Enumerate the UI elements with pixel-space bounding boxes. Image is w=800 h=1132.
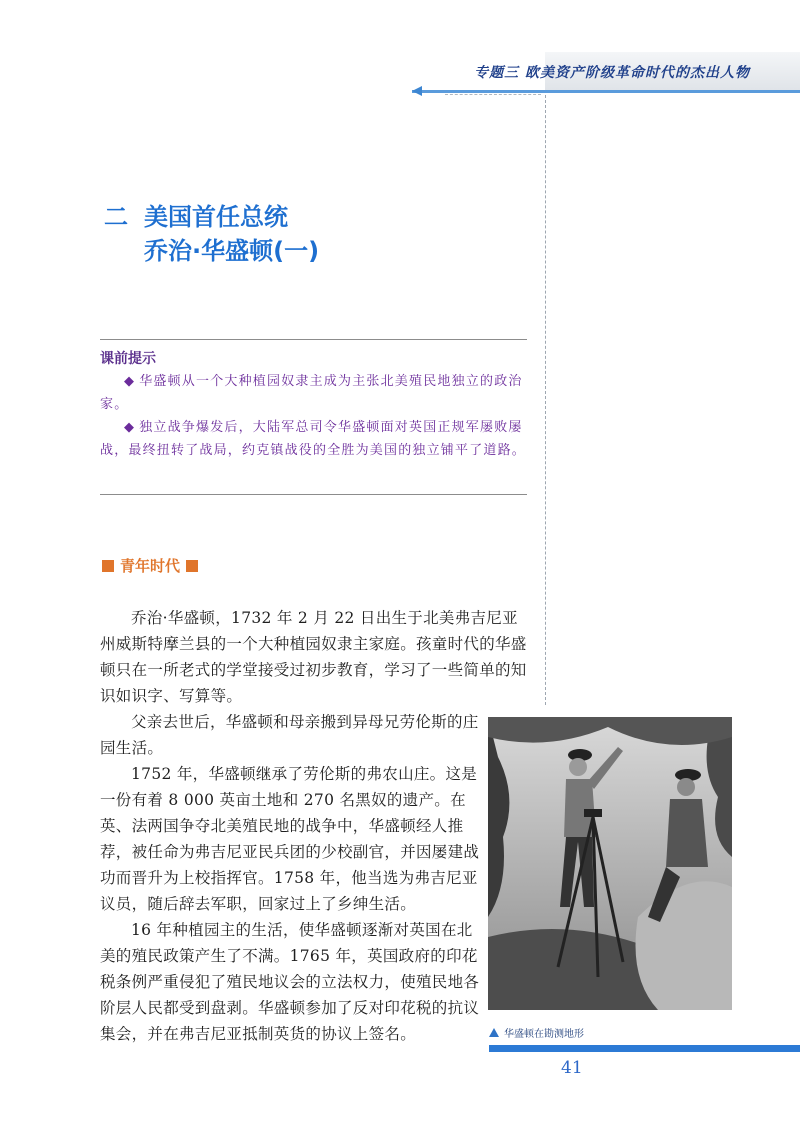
- section-heading: [102, 555, 198, 576]
- triangle-marker-icon: [489, 1028, 499, 1037]
- body-paragraph: 1752 年，华盛顿继承了劳伦斯的弗农山庄。这是一份有着 8 000 英亩土地和 270 名黑奴的遗产。在英、法两国争夺北美殖民地的战争中，华盛顿经人推荐，被任命为弗吉尼亚民兵团的少校副官，并因屡建战功而晋升为上校指挥官。1758 年，他当选为弗吉尼亚议员，随后辞去军职，回家过上了乡绅生活。: [100, 765, 480, 913]
- washington-surveying-photo: [488, 717, 732, 1010]
- square-marker-icon: [102, 560, 114, 572]
- header-rule: [412, 90, 800, 93]
- square-marker-icon: [186, 560, 198, 572]
- header-dotted-rule: [445, 94, 541, 95]
- preview-item: [100, 370, 530, 416]
- diamond-bullet-icon: ◆: [124, 374, 136, 389]
- chapter-number: 二: [104, 203, 128, 231]
- chapter-title-line1: 美国首任总统: [144, 203, 288, 231]
- chapter-title-line2: 乔治·华盛顿(一): [144, 237, 320, 265]
- running-header-title: 专题三 欧美资产阶级革命时代的杰出人物: [474, 65, 750, 81]
- body-paragraph: 乔治·华盛顿，1732 年 2 月 22 日出生于北美弗吉尼亚州威斯特摩兰县的一个大种植园奴隶主家庭。孩童时代的华盛顿只在一所老式的学堂接受过初步教育，学习了一些简单的知识如识字、写算等。: [100, 609, 527, 705]
- margin-dashed-line: [545, 95, 546, 705]
- photo-caption-text: 华盛顿在勘测地形: [504, 1029, 584, 1040]
- section-heading-text: 青年时代: [120, 557, 181, 575]
- preview-top-rule: [100, 339, 527, 340]
- photo-caption: [489, 1025, 584, 1040]
- preview-bottom-rule: [100, 494, 527, 495]
- chapter-title: [104, 200, 319, 268]
- diamond-bullet-icon: ◆: [124, 420, 136, 435]
- preview-heading: 课前提示: [100, 351, 156, 367]
- preview-item-text: 独立战争爆发后，大陆军总司令华盛顿面对英国正规军屡败屡战，最终扭转了战局，约克镇战役的全胜为美国的独立铺平了道路。: [100, 420, 527, 458]
- header-arrow-icon: [412, 86, 422, 96]
- footer-bar: [489, 1045, 800, 1052]
- preview-item-text: 华盛顿从一个大种植园奴隶主成为主张北美殖民地独立的政治家。: [100, 374, 523, 412]
- body-paragraph: 16 年种植园主的生活，使华盛顿逐渐对英国在北美的殖民政策产生了不满。1765 年，英国政府的印花税条例严重侵犯了殖民地议会的立法权力，使殖民地各阶层人民都受到盘剥。华盛顿参加了反对印花税的抗议集会，并在弗吉尼亚抵制英货的协议上签名。: [100, 921, 480, 1043]
- page-number: 41: [561, 1058, 583, 1078]
- preview-item: [100, 416, 530, 462]
- body-paragraph: 父亲去世后，华盛顿和母亲搬到异母兄劳伦斯的庄园生活。: [100, 713, 479, 757]
